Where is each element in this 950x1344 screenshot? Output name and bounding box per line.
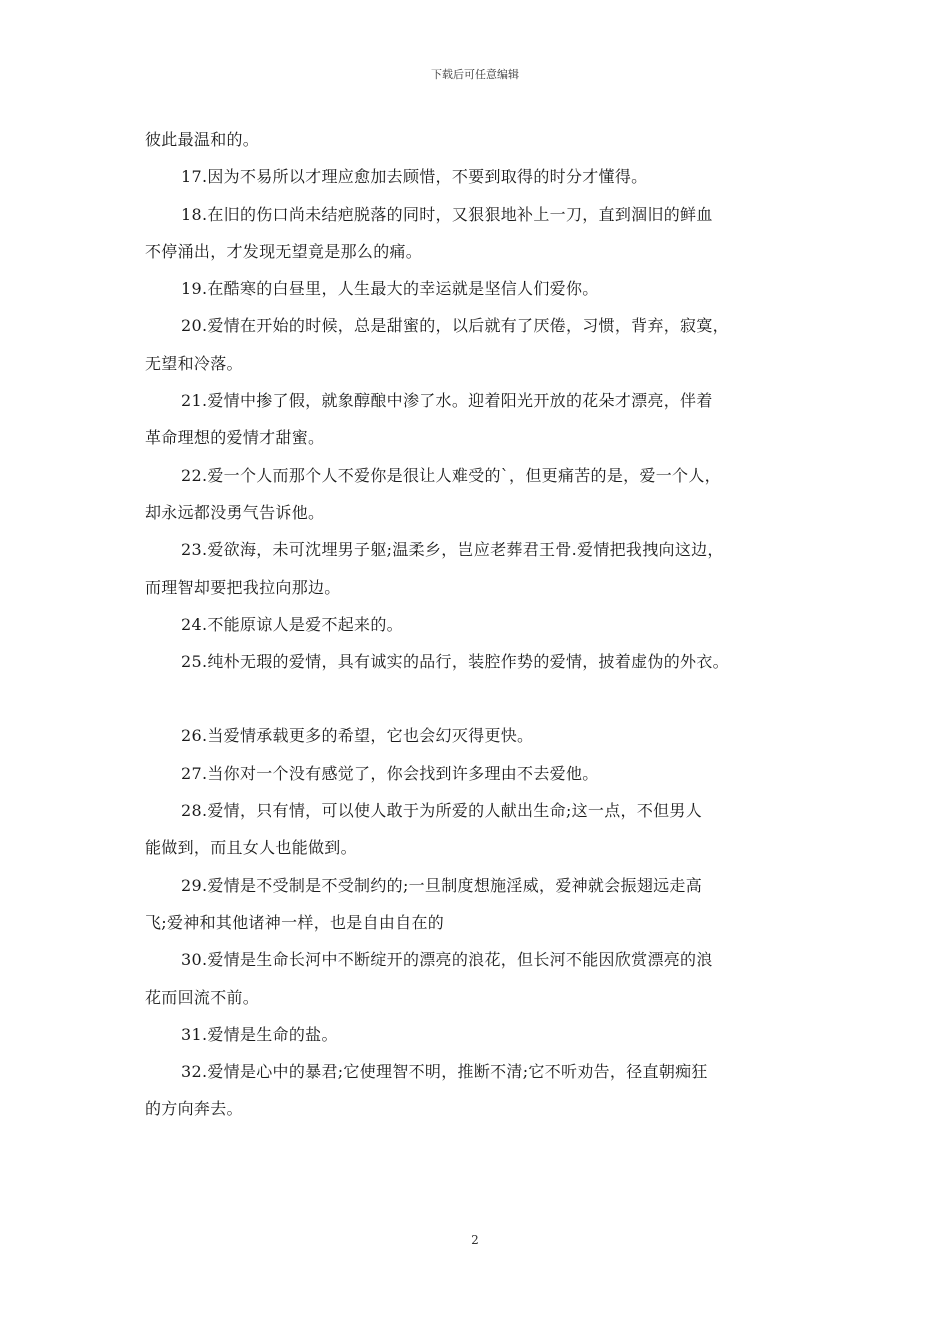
text-line: 革命理想的爱情才甜蜜。 (145, 428, 325, 448)
text-line: 的方向奔去。 (145, 1099, 243, 1119)
text-line: 26.当爱情承载更多的希望，它也会幻灭得更快。 (181, 726, 534, 746)
text-line: 31.爱情是生命的盐。 (181, 1024, 338, 1044)
text-line: 飞;爱神和其他诸神一样，也是自由自在的 (145, 912, 445, 932)
text-line: 17.因为不易所以才理应愈加去顾惜，不要到取得的时分才懂得。 (181, 167, 648, 187)
text-line: 彼此最温和的。 (145, 130, 260, 149)
text-line: 28.爱情，只有情，可以使人敢于为所爱的人献出生命;这一点，不但男人 (181, 801, 703, 821)
text-line: 无望和冷落。 (145, 353, 243, 373)
text-line: 24.不能原谅人是爱不起来的。 (181, 614, 403, 634)
text-line: 19.在酷寒的白昼里，人生最大的幸运就是坚信人们爱你。 (181, 279, 599, 299)
text-line: 22.爱一个人而那个人不爱你是很让人难受的`，但更痛苦的是，爱一个人， (181, 465, 721, 485)
text-line: 却永远都没勇气告诉他。 (145, 502, 325, 522)
text-line: 21.爱情中掺了假，就象醇酿中渗了水。迎着阳光开放的花朵才漂亮，伴着 (181, 391, 713, 411)
text-line: 29.爱情是不受制是不受制约的;一旦制度想施淫威，爱神就会振翅远走高 (181, 875, 703, 895)
text-line: 25.纯朴无瑕的爱情，具有诚实的品行，装腔作势的爱情，披着虚伪的外衣。 (181, 652, 729, 672)
page-header: 下载后可任意编辑 (431, 68, 519, 81)
text-line: 花而回流不前。 (145, 987, 260, 1007)
text-line: 能做到，而且女人也能做到。 (145, 838, 357, 858)
text-line: 而理智却要把我拉向那边。 (145, 577, 341, 597)
text-line: 27.当你对一个没有感觉了，你会找到许多理由不去爱他。 (181, 763, 599, 783)
document-body (145, 121, 813, 1128)
text-line: 30.爱情是生命长河中不断绽开的漂亮的浪花，但长河不能因欣赏漂亮的浪 (181, 950, 713, 970)
paragraph-gap (145, 680, 813, 717)
text-line: 23.爱欲海，未可沈埋男子躯;温柔乡，岂应老葬君王骨.爱情把我拽向这边， (181, 540, 724, 560)
page-number: 2 (471, 1233, 479, 1247)
text-line: 20.爱情在开始的时候，总是甜蜜的，以后就有了厌倦，习惯，背弃，寂寞， (181, 316, 729, 336)
text-line: 不停涌出，才发现无望竟是那么的痛。 (145, 241, 423, 261)
text-line: 18.在旧的伤口尚未结疤脱落的同时，又狠狠地补上一刀，直到涸旧的鲜血 (181, 204, 713, 224)
text-line: 32.爱情是心中的暴君;它使理智不明，推断不清;它不听劝告，径直朝痴狂 (181, 1062, 708, 1082)
